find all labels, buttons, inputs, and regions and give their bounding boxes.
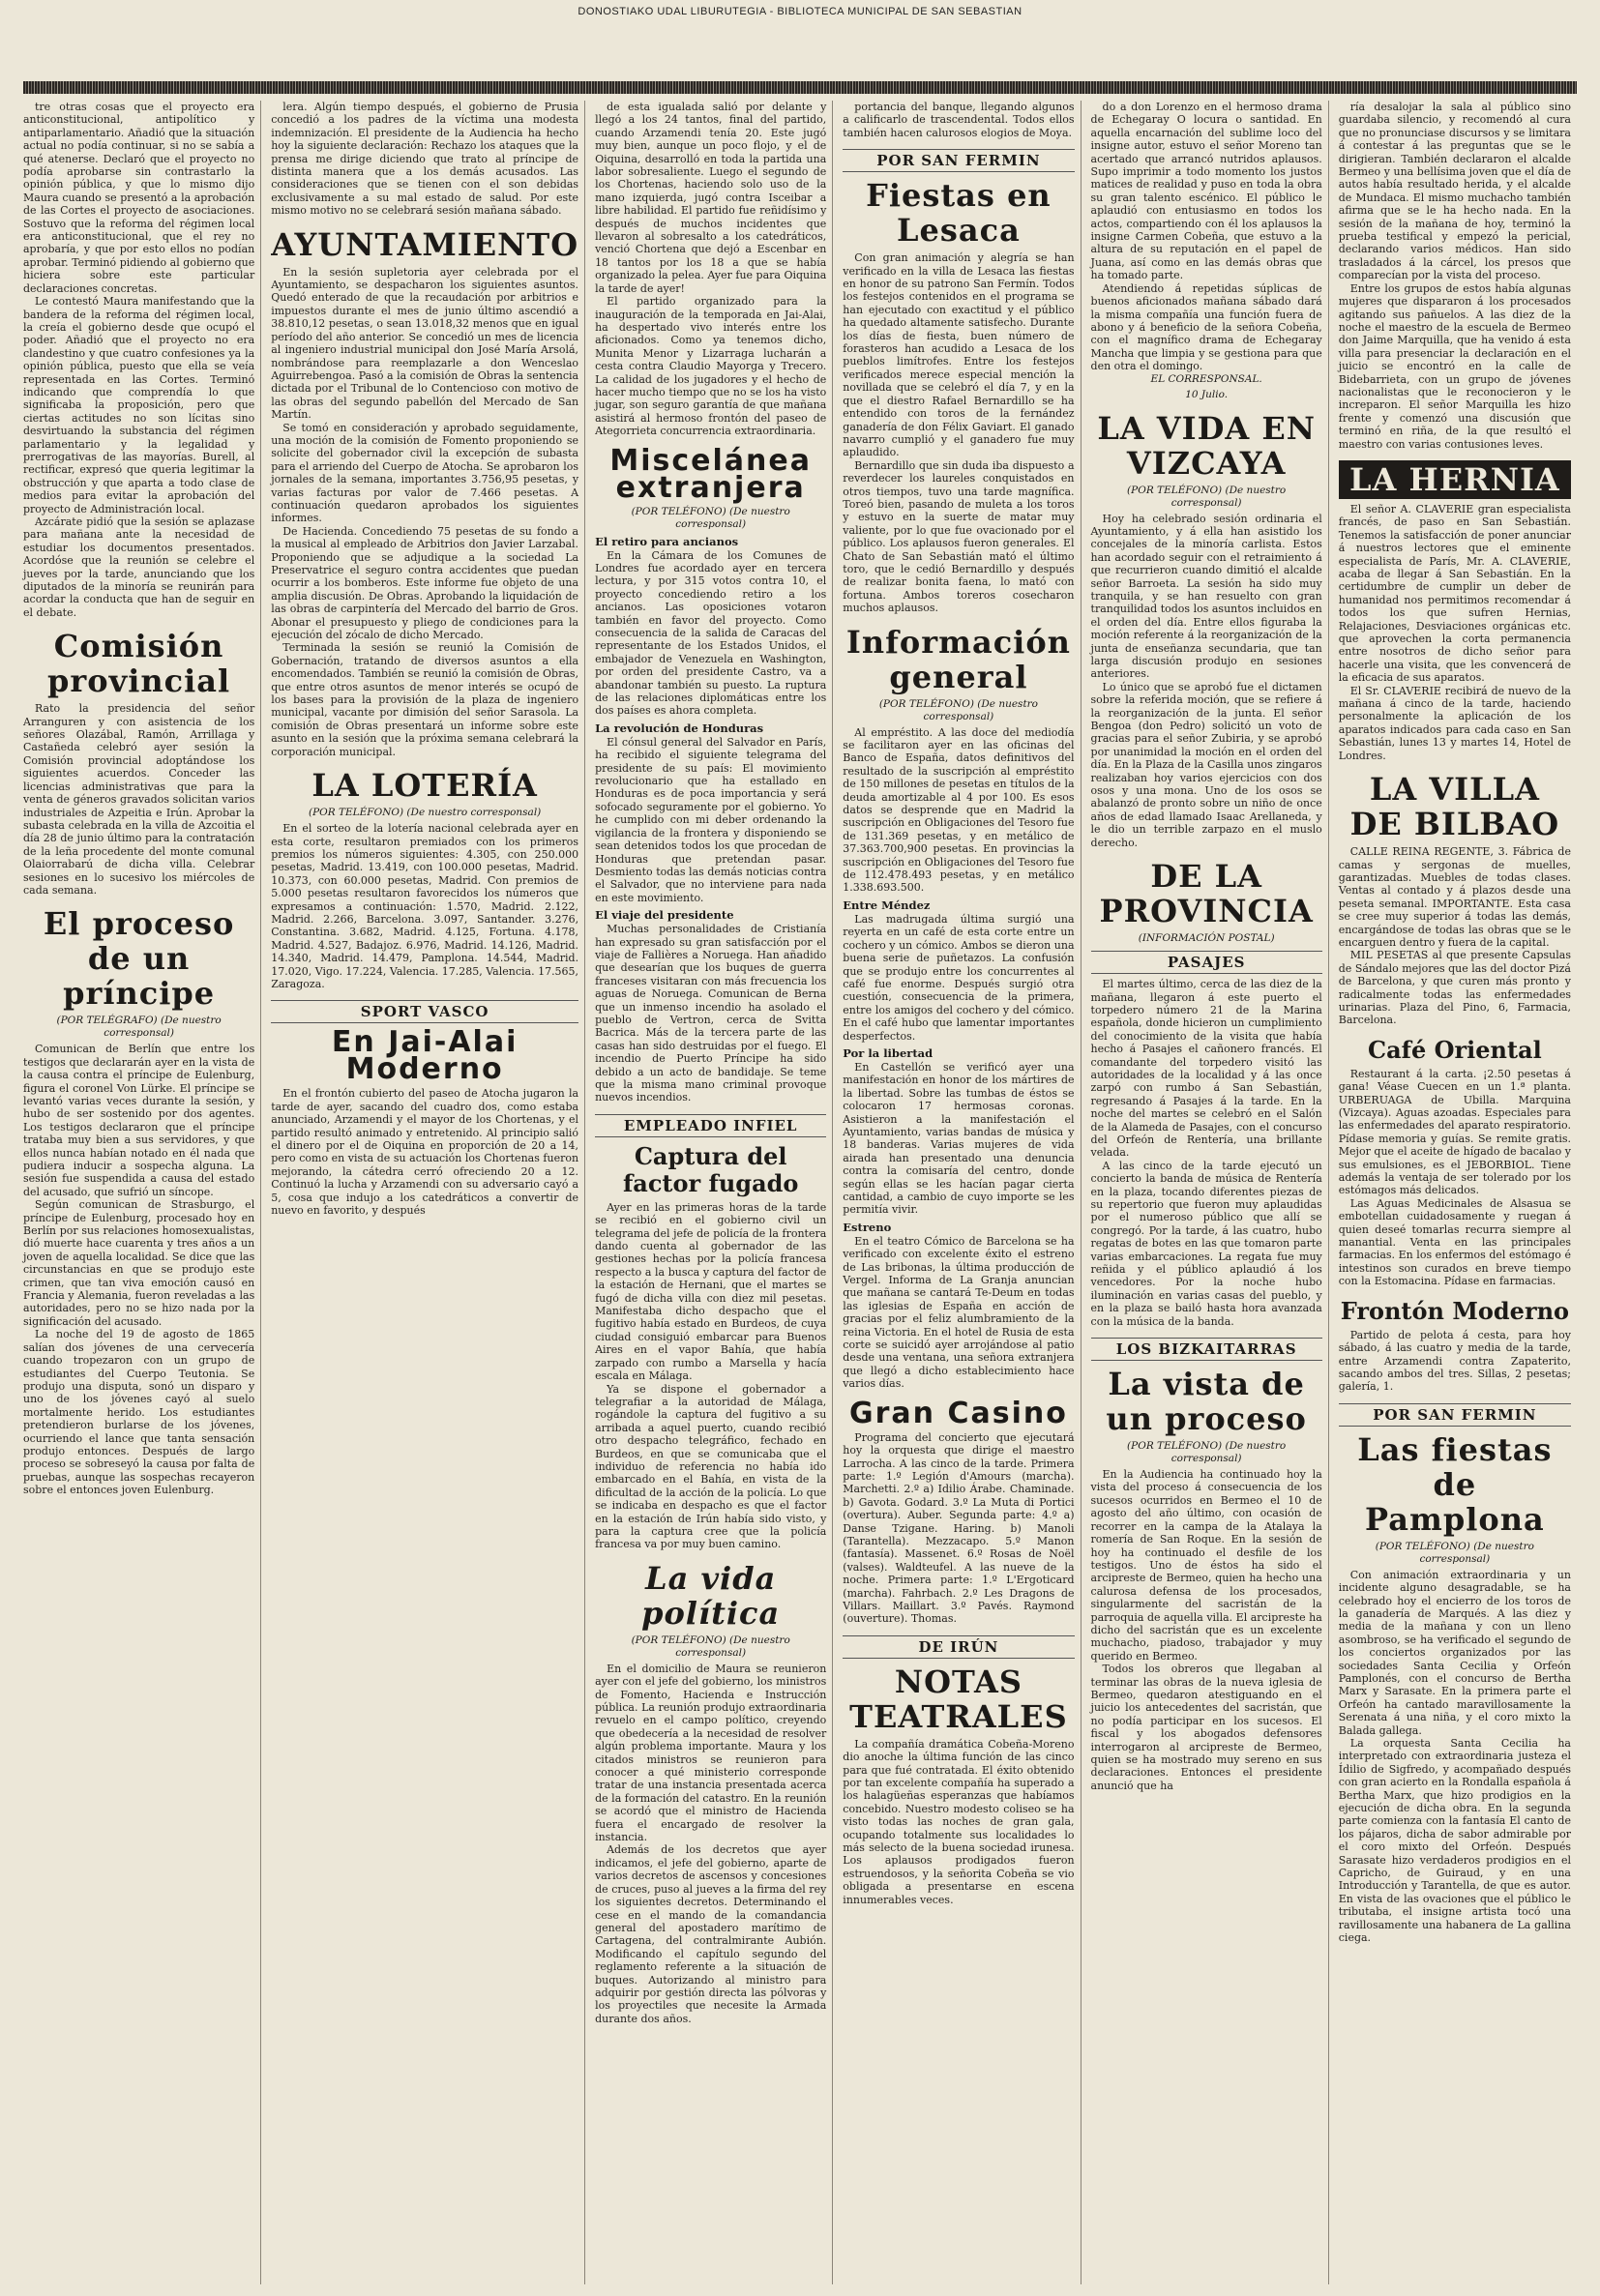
paragraph: Se tomó en consideración y aprobado seguidamente, una moción de la comisión de Fomento proponiendo se solicite del gobernador civil la excepción de subasta para el arriendo del Cuerpo de Atocha. Se aprobaron los jornales de la semana, importantes 3.756,95 pesetas, y varias facturas por valor de 7.466 pesetas. A continuación quedaron aprobados los siguientes informes. — [271, 421, 579, 525]
article-provincia — [1091, 859, 1322, 1328]
section-label: SPORT VASCO — [271, 1000, 578, 1023]
paragraph: La noche del 19 de agosto de 1865 salían dos jóvenes de una cervecería cuando tropezaron con un grupo de estudiantes del Cuerpo Teutonia. Se produjo una disputa, sonó un disparo y uno de los jóvenes cayó al suelo mortalmente herido. Los estudiantes pretendieron burlarse de los jóvenes, ocurriendo el lance que tanta sensación produjo entonces. Después de largo proceso se sobreseyó la causa por falta de pruebas, aunque las sospechas recayeron sobre el entonces joven Eulenburg. — [23, 1328, 255, 1497]
paragraph: El partido organizado para la inauguración de la temporada en Jai-Alai, ha despertado vivo interés entre los aficionados. Como ya tenemos dicho, Munita Menor y Lizarraga lucharán a cesta contra Claudio Mayorga y Trecero. La calidad de los jugadores y el hecho de hacer mucho tiempo que no se los ha visto jugar, son seguro garantía de que mañana asistirá al hermoso frontón del paseo de Ategorrieta concurrencia extraordinaria. — [595, 295, 827, 438]
headline: LA VILLA DE BILBAO — [1349, 771, 1560, 843]
headline: La vista de un proceso — [1106, 1366, 1307, 1438]
section-heading: Estreno — [843, 1220, 892, 1234]
paragraph: Hoy ha celebrado sesión ordinaria el Ayuntamiento, y á ella han asistido los concejales de la minoría carlista. Estos han acordado seguir con el retraimiento á que recurrieron cuando dimitió el alcalde señor Barroeta. La sesión ha sido muy tranquila, y se han resuelto con gran tranquilidad todos los asuntos incluidos en el orden del día. Entre ellos figuraba la moción referente á la reorganización de la junta de enseñanza secundaria, que tan larga discusión produjo en sesiones anteriores. — [1090, 512, 1322, 681]
paragraph: tre otras cosas que el proyecto era anticonstitucional, antipolítico y antiparlamentario. Añadió que la situación actual no podía continuar, si no se sabía a qué atenerse. Declaró que el proyecto no podía aprobarse sin contrastarlo la opinión pública, y que lo mismo dijo Maura cuando se presentó a la aprobación de las Cortes el proyecto de asociaciones. Sostuvo que la reforma del régimen local era anticonstitucional, que el rey no aprobaría, y que por esto ellos no podían aprobar. Terminó pidiendo al gobierno que hiciera sobre este particular declaraciones concretas. — [23, 101, 255, 295]
section-heading: Por la libertad — [843, 1045, 933, 1060]
column-4 — [843, 101, 1081, 2284]
paragraph: La orquesta Santa Cecilia ha interpretado con extraordinaria justeza el Ídilio de Sigfredo, y acompañado después con gran acierto en la Rondalla española á Bertha Marx, que hizo prodigios en la ejecución de dicha obra. En la segunda parte comienza con la fantasía El canto de los pájaros, dicha de sabor admirable por el coro mixto del Orfeón. Después Sarasate hizo verdaderos prodigios en el Capricho, de Guiraud, y en una Introducción y Tarantella, de que es autor. En vista de las ovaciones que el público le tributaba, el insigne artista tocó una ravillosamente una habanera de La gallina ciega. — [1338, 1737, 1571, 1945]
library-credit: DONOSTIAKO UDAL LIBURUTEGIA - BIBLIOTECA MUNICIPAL DE SAN SEBASTIAN — [578, 6, 1022, 17]
paragraph: Entre los grupos de estos había algunas mujeres que dispararon á los procesados agitando sus pañuelos. A las diez de la noche el maestro de la escuela de Bermeo don Jaime Marquilla, que ha venido á esta villa para presenciar la declaración en el juicio se encontró en la calle de Bidebarrieta, con un grupo de jóvenes nacionalistas que le reconocieron y le increparon. El señor Marquilla les hizo frente y comenzó una discusión que terminó en riña, de la que resultó el maestro con varias contusiones leves. — [1338, 281, 1571, 451]
paragraph: Ya se dispone el gobernador a telegrafiar a la autoridad de Málaga, rogándole la captura del fugitivo a su arribada a aquel puerto, cuando recibió otro despacho telegráfico, fechado en Burdeos, en que se comunicaba que el individuo de referencia no había ido embarcado en el Bahía, en vista de la dificultad de la acción de la policía. Lo que se indicaba en despacho es que el factor en la estación de Irún había sido visto, y para la captura cree que la policía francesa va por muy buen camino. — [595, 1382, 827, 1551]
headline: Fiestas en Lesaca — [866, 177, 1052, 250]
column-6 — [1339, 101, 1577, 2284]
subheadline: (POR TELÉFONO) (De nuestro corresponsal) — [878, 697, 1039, 722]
headline: AYUNTAMIENTO — [271, 225, 579, 263]
ad-hernia — [1339, 460, 1571, 762]
paragraph: Al empréstito. A las doce del mediodía se facilitaron ayer en las oficinas del Banco de España, datos definitivos del resultado de la suscripción al empréstito de 150 millones de pesetas en títulos de la deuda amortizable al 4 por 100. Es esos datos se desprende que en Madrid la suscripción en Obligaciones del Tesoro fue de 131.369 pesetas, y en metálico de 37.363.700,900 pesetas. En provincias la suscripción en Obligaciones del Tesoro fue de 112.478.493 pesetas, y en metálico 1.338.693.500. — [843, 725, 1075, 895]
headline: Café Oriental — [1368, 1035, 1542, 1064]
paragraph: A las cinco de la tarde ejecutó un concierto la banda de música de Rentería en la plaza, tocando diferentes piezas de su repertorio que fueron muy aplaudidas por el numeroso público que allí se congregó. Por la tarde, á las cuatro, hubo regatas de botes en las que tomaron parte varias embarcaciones. La regata fue muy reñida y el público aplaudió á los vencedores. Por la noche hubo iluminación en varias casas del pueblo, y en la plaza se bailó hasta hora avanzada con la música de la banda. — [1090, 1159, 1322, 1328]
section-label: DE IRÚN — [843, 1635, 1074, 1659]
notice-fronton — [1339, 1298, 1571, 1394]
dateline: 10 Julio. — [1185, 388, 1229, 400]
paragraph: Programa del concierto que ejecutará hoy la orquesta que dirige el maestro Larrocha. A las cinco de la tarde. Primera parte: 1.º Legión d'Amours (marcha). Marchetti. 2.º a) Idilio Árabe. Chaminade. b) Gavota. Godard. 3.º La Muta di Portici (overtura). Auber. Segunda parte: 4.º a) Danse Tzigane. Haring. b) Manoli (Tarantella). Mezzacapo. 5.º Manon (fantasía). Massenet. 6.º Rosas de Noël (valses). Waldteufel. A las nueve de la noche. Primera parte: 1.º L'Ergoticard (marcha). Fahrbach. 2.º Les Dragons de Villars. Maillart. 3.º Pavés. Raymond (ouverture). Thomas. — [843, 1430, 1075, 1626]
paragraph: Comunican de Berlín que entre los testigos que declararán ayer en la vista de la causa contra el príncipe de Eulenburg, figura el coronel Von Lürke. El príncipe se levantó varias veces durante la sesión, y hubo de ser sostenido por dos agentes. Los testigos declararon que el príncipe trataba muy bien a sus servidores, y que ellos nunca habían notado en él nada que pudiera inducir a sospecha alguna. La sesión fue suspendida a causa del estado del acusado, que sufrió un síncope. — [23, 1043, 255, 1198]
subheadline: (POR TELÉFONO) (De nuestro corresponsal) — [631, 1634, 790, 1659]
headline: LA VIDA EN VIZCAYA — [1097, 409, 1316, 482]
paragraph: La compañía dramática Cobeña-Moreno dio anoche la última función de las cinco para que fué contratada. El éxito obtenido por tan excelente compañía ha superado a los halagüeñas esperanzas que habíamos concebido. Nuestro modesto coliseo se ha visto todas las noches de gran gala, ocupando totalmente sus localidades lo más selecto de la buena sociedad irunesa. Los aplausos prodigados fueron estruendosos, y la señorita Cobeña se vio obligada a presentarse en escena innumerables veces. — [843, 1737, 1075, 1906]
headline: En Jai-Alai Moderno — [331, 1025, 519, 1087]
paragraph: do a don Lorenzo en el hermoso drama de Echegaray O locura o santidad. En aquella encarnación del sublime loco del insigne autor, estuvo el señor Moreno tan acertado que arrancó nutridos aplausos. Supo imprimir a todo momento los justos matices de realidad y puso en toda la obra su gran talento escénico. El público le aplaudió con entusiasmo en todos los actos, compartiendo con él los aplausos la insigne Carmen Cobeña, que estuvo a la altura de su reputación en el papel de Juana, así como en las demás obras que ha tomado parte. — [1090, 101, 1322, 282]
paragraph: Las Aguas Medicinales de Alsasua se embotellan cuidadosamente y ruegan á quien deseé tomarlas recurra siempre al manantial. Venta en las principales farmacias. En los enfermos del estómago é intestinos son curados en breve tiempo con la Estomacina. Pídase en farmacias. — [1338, 1196, 1571, 1288]
article-continuation — [271, 101, 578, 218]
subheadline: (POR TELÉFONO) (De nuestro corresponsal) — [308, 807, 542, 819]
headline: Frontón Moderno — [1340, 1296, 1570, 1325]
paragraph: En el frontón cubierto del paseo de Atocha jugaron la tarde de ayer, sacando del cuadro dos, como estaba anunciado, Arzamendi y el mayor de los Chortenas, y el partido resultó animado y entretenido. Al principio salió el dinero por el de Oiquina en proporción de 20 a 14, pero como en vista de su actuación los Chortenas fueron mejorando, la cátedra cerró ofreciendo 20 a 12. Continuó la lucha y Arzamendi con su adversario cayó a 5, cosa que indujo a los catedráticos a convertir de nuevo en favorito, y después — [271, 1087, 579, 1218]
paragraph: De Hacienda. Concediendo 75 pesetas de su fondo a la musical al empleado de Arbitrios don Javier Larzabal. Proponiendo que se adjudique a la sociedad La Preservatrice el seguro contra accidentes que puedan ocurrir a los bomberos. Este informe fue objeto de una amplia discusión. De Obras. Aprobando la liquidación de las obras de carpintería del Mercado del barrio de Gros. Abonar el presupuesto y pliego de condiciones para la ejecución del zócalo de dicho Mercado. — [271, 524, 579, 642]
headline: Captura del factor fugado — [622, 1141, 799, 1197]
subheadline: (POR TELÉFONO) (De nuestro corresponsal) — [1375, 1540, 1534, 1565]
section-label: POR SAN FERMIN — [843, 149, 1074, 172]
article-continuation — [595, 101, 826, 438]
section-label: PASAJES — [1091, 951, 1322, 974]
subheadline: (INFORMACIÓN POSTAL) — [1138, 932, 1275, 945]
article-casino — [843, 1396, 1075, 1626]
paragraph: Según comunican de Strasburgo, el príncipe de Eulenburg, procesado hoy en Berlín por sus relaciones homosexualistas, dió muerte hace cuarenta y tres años a un joven de aquella localidad. Se dice que las circunstancias en que se produjo este crimen, que tan viva emoción causó en Francia y Alemania, fueron reveladas a las autoridades, pero no se hizo nada por la significación del acusado. — [23, 1198, 255, 1328]
paragraph: de esta igualada salió por delante y llegó a los 24 tantos, final del partido, cuando Arzamendi tenía 20. Este jugó muy bien, aunque un poco flojo, y el de Oiquina, desarrolló en toda la partida una labor sobresaliente. Luego el segundo de los Chortenas, haciendo solo uso de la mano izquierda, jugó contra Isceibar a libre habilidad. El partido fue reñidísimo y después de muchos incidentes que llevaron al sobresalto a los catedráticos, venció Chortena que dejó a Escenbar en 18 tantos por los 18 a que se había organizado la pelea. Ayer fue para Oiquina la tarde de ayer! — [595, 101, 827, 295]
article-continuation — [1339, 101, 1571, 451]
article-continuation — [1091, 101, 1322, 401]
paragraph: Con gran animación y alegría se han verificado en la villa de Lesaca las fiestas en honor de su patrono San Fermín. Todos los festejos contenidos en el programa se han ejecutado con exactitud y el público ha quedado altamente satisfecho. Durante los días de fiesta, buen número de forasteros han acudido a Lesaca de los pueblos limítrofes. Entre los festejos verificados merece especial mención la novillada que se celebró el día 7, y en la que el diestro Rafael Bernardillo se ha entendido con toros de la fernández ganadería de don Félix Gaviart. El ganado navarro cumplió y el ganadero fue muy aplaudido. — [843, 251, 1075, 459]
subheadline: (POR TELÉFONO) (De nuestro corresponsal) — [1127, 1440, 1287, 1465]
paragraph: Terminada la sesión se reunió la Comisión de Gobernación, tratando de diversos asuntos a ella encomendados. También se reunió la comisión de Obras, que entre otros asuntos de menor interés se ocupó de los bases para la provisión de la plaza de ingeniero municipal, vacante por dimisión del señor Sarasola. La comisión de Obras presentará un informe sobre este asunto en la sesión que la próxima semana celebrará la corporación municipal. — [271, 641, 579, 758]
headline: La vida política — [641, 1559, 781, 1632]
article-comision — [23, 629, 254, 897]
article-pamplona — [1339, 1403, 1571, 1945]
section-label: LOS BIZKAITARRAS — [1091, 1338, 1322, 1361]
subheadline: (POR TELÉGRAFO) (De nuestro corresponsal) — [56, 1015, 222, 1040]
article-continuation — [23, 101, 254, 619]
paragraph: Le contestó Maura manifestando que la bandera de la reforma del régimen local, la creía el gobierno desde que ocupó el poder. Añadió que el proyecto no era clandestino y que cuatro confesiones ya la opinión pública, puesto que ella se veía representada en las Cortes. Terminó indicando que comprendía lo que significaba la proposición, pero que ciertas actitudes no son lícitas sino desvirtuando la substancia del régimen parlamentario y la legalidad y prerrogativas de las mayorías. Burell, al rectificar, expresó que queria legitimar la obstrucción y que aparta a todo clase de medios para evitar la aprobación del proyecto de Administración local. — [23, 295, 255, 515]
headline: Las fiestas de Pamplona — [1357, 1430, 1553, 1538]
headline: LA LOTERÍA — [311, 767, 538, 805]
paragraph: Las madrugada última surgió una reyerta en un café de esta corte entre un cochero y un cómico. Ambos se dieron una buena serie de puñetazos. La confusión que se produjo entre los concurrentes al café fue enorme. Después surgió otra cuestión, consecuencia de la primera, entre los amigos del cochero y del cómico. En el café hubo que lamentar importantes desperfectos. — [843, 912, 1075, 1043]
paragraph: El martes último, cerca de las diez de la mañana, llegaron á este puerto el torpedero número 21 de la Marina española, donde hicieron un cumplimiento del conocimiento de la visita que había hecho á Pasajes el cañonero francés. El comandante del torpedero visitó las autoridades de la localidad y á las once zarpó con rumbo á San Sebastián, regresando á Pasajes á la tarde. En la noche del martes se celebró en el Salón de la Alameda de Pasajes, con el concurso del Orfeón de Rentería, una brillante velada. — [1090, 978, 1322, 1160]
paragraph: En la Cámara de los Comunes de Londres fue acordado ayer en tercera lectura, y por 315 votos contra 10, el proyecto concediendo retiro a los ancianos. Las oposiciones votaron también en favor del proyecto. Como consecuencia de la salida de Caracas del representante de los Estados Unidos, el embajador de Venezuela en Washington, por orden del presidente Castro, va a abandonar también su puesto. La ruptura de las relaciones diplomáticas entre los dos países es ahora completa. — [595, 548, 827, 718]
paragraph: Con animación extraordinaria y un incidente alguno desagradable, se ha celebrado hoy el encierro de los toros de la ganadería de Marqués. A las diez y media de la mañana y con un lleno asombroso, se ha verificado el segundo de los conciertos organizados por las sociedades Santa Cecilia y Orfeón Pamplonés, con el concurso de Bertha Marx y Sarasate. En la primera parte el Orfeón ha cantado maravillosamente la Serenata á una niña, y el coro mixto la Balada gallega. — [1338, 1568, 1571, 1737]
article-loteria — [271, 768, 578, 990]
article-ayuntamiento — [271, 227, 578, 758]
paragraph: Azcárate pidió que la sesión se aplazase para mañana ante la necesidad de estudiar los documentos presentados. Acordóse que la reunión se celebre el jueves por la tarde, anunciando que los diputados de la minoría se reunirán para acordar la conducta que han de seguir en el debate. — [23, 515, 255, 619]
headline: Gran Casino — [848, 1396, 1068, 1430]
newspaper-page — [23, 101, 1577, 2284]
paragraph: Muchas personalidades de Cristianía han expresado su gran satisfacción por el viaje de Fallières a Noruega. Han añadido que desearían que los buques de guerra franceses visitaran con más frecuencia los aguas de Noruega. Comunican de Berna que un inmenso incendio ha asolado el pueblo de Vertron, cerca de Svitta Bacrica. Más de la tercera parte de las casas han sido destruidas por el fuego. El incendio de Puerto Príncipe ha sido debido a un acto de bandidaje. Se teme que la misma mano criminal provoque nuevos incendios. — [595, 923, 827, 1104]
paragraph: Ayer en las primeras horas de la tarde se recibió en el gobierno civil un telegrama del jefe de policía de la frontera dando cuenta al gobernador de las gestiones hechas por la policía francesa respecto a la busca y captura del factor de la estación de Hernani, que el martes se fugó de dicha villa con diez mil pesetas. Manifestaba dicho despacho que el fugitivo había estado en Burdeos, de cuya ciudad consiguió embarcar para Buenos Aires en el vapor Bahía, que había zarpado con rumbo a Marsella y hacía escala en Málaga. — [595, 1200, 827, 1383]
subheadline: (POR TELÉFONO) (De nuestro corresponsal) — [631, 505, 790, 530]
section-heading: La revolución de Honduras — [595, 721, 764, 735]
paragraph: lera. Algún tiempo después, el gobierno de Prusia concedió a los padres de la víctima una modesta indemnización. El presidente de la Audiencia ha hecho hoy la siguiente declaración: Rechazo los ataques que la prensa me dirige diciendo que trato al príncipe de distinta manera que a los demás acusados. Las consideraciones que se tienen con el son debidas exclusivamente a su mal estado de salud. Por este mismo motivo no se celebrará sesión mañana sábado. — [271, 101, 579, 218]
column-1 — [23, 101, 261, 2284]
article-informacion — [843, 625, 1074, 1391]
paragraph: Partido de pelota á cesta, para hoy sábado, á las cuatro y media de la tarde, entre Arzamendi contra Zapaterito, sacando ambos del tres. Sillas, 2 pesetas; galería, 1. — [1338, 1328, 1571, 1394]
paragraph: CALLE REINA REGENTE, 3. Fábrica de camas y sergonas de muelles, garantizadas. Muebles de todas clases. Ventas al contado y á plazos desde una peseta semanal. IMPORTANTE. Esta casa se cree muy superior á todas las demás, encargándose de todas las obras que se le encarguen dentro y fuera de la capital. — [1338, 845, 1571, 949]
section-heading: El viaje del presidente — [595, 908, 734, 923]
byline: EL CORRESPONSAL. — [1150, 372, 1262, 385]
article-proceso — [23, 906, 254, 1496]
paragraph: En el teatro Cómico de Barcelona se ha verificado con excelente éxito el estreno de Las bribonas, la última producción de Vergel. Informa de La Granja anuncian que mañana se cantará Te-Deum en todas las iglesias de España en acción de gracias por el feliz alumbramiento de la reina Victoria. En el hotel de Rusia de esta corte se suicidó ayer arrojándose al patio desde una ventana, una señora extranjera que llegó a dicho establecimiento hace varios días. — [843, 1234, 1075, 1391]
headline: El proceso de un príncipe — [43, 905, 235, 1013]
paragraph: En la Audiencia ha continuado hoy la vista del proceso á consecuencia de los sucesos ocurridos en Bermeo el 10 de agosto del año último, con ocasión de recorrer en la campa de la Atalaya la romería de San Roque. En la sesión de hoy ha continuado el desfile de los testigos. Uno de éstos ha sido el arcipreste de Bermeo, quien ha hecho una calurosa defensa de los procesados, singularmente del sacristán de la parroquia de aquella villa. El arcipreste ha dicho del sacristán que es un excelente muchacho, piadoso, trabajador y muy querido en Bermeo. — [1090, 1468, 1322, 1663]
headline: Miscelánea extranjera — [609, 443, 812, 505]
paragraph: El señor A. CLAVERIE gran especialista francés, de paso en San Sebastián. Tenemos la satisfacción de poner anunciar á nuestros lectores que el eminente especialista de París, Mr. A. CLAVERIE, acaba de llegar á San Sebastián. En la certidumbre de cumplir un deber de humanidad nos permitimos recomendar á todos los que sufren Hernias, Relajaciones, Desviaciones orgánicas etc. que aprovechen la corta permanencia entre nosotros de dicho señor para hacerle una visita, que les convencerá de la eficacia de sus aparatos. — [1338, 502, 1571, 685]
column-5 — [1091, 101, 1329, 2284]
article-teatro — [843, 1635, 1074, 1906]
section-heading: El retiro para ancianos — [595, 534, 739, 548]
article-lesaca — [843, 149, 1074, 614]
section-heading: Entre Méndez — [843, 898, 931, 912]
headline: NOTAS TEATRALES — [849, 1663, 1068, 1735]
section-label: EMPLEADO INFIEL — [595, 1114, 826, 1137]
column-3 — [595, 101, 833, 2284]
paragraph: Además de los decretos que ayer indicamos, el jefe del gobierno, aparte de varios decretos de ascensos y concesiones de cruces, puso al jueves a la firma del rey los siguientes decretos. Determinando el cese en el mando de la comandancia general del apostadero marítimo de Cartagena, del contralmirante Aubión. Modificando el capítulo segundo del reglamento referente a la situación de buques. Autorizando al ministro para adquirir por gestión directa las pólvoras y los proyectiles que necesite la Armada durante dos años. — [595, 1843, 827, 2025]
article-vista-proceso — [1091, 1338, 1322, 1792]
headline: Comisión provincial — [47, 628, 231, 700]
headline: LA HERNIA — [1339, 460, 1571, 499]
paragraph: Restaurant á la carta. ¡2.50 pesetas á gana! Véase Cuecen en un 1.ª planta. URBERUAGA de Ubilla. Marquina (Vizcaya). Aguas azoadas. Especiales para las enfermedades del aparato respiratorio. Pídase memoria y guías. Se remite gratis. Mejor que el aceite de hígado de bacalao y sus emulsiones, es el JEBORBIOL. Tiene además la ventaja de ser tolerado por los estómagos más delicados. — [1338, 1067, 1571, 1197]
paragraph: MIL PESETAS al que presente Capsulas de Sándalo mejores que las del doctor Pizá de Barcelona, y que curen más pronto y radicalmente todas las enfermedades urinarias. Plaza del Pino, 6, Farmacia, Barcelona. — [1338, 949, 1571, 1027]
article-vizcaya — [1091, 411, 1322, 850]
paragraph: Todos los obreros que llegaban al terminar las obras de la nueva iglesia de Bermeo, quedaron atestiguando en el juicio los antecedentes del sacristán, que no podía participar en los sucesos. El fiscal y los abogados defensores interrogaron al arcipreste de Bermeo, quien se ha mostrado muy sereno en sus declaraciones. Entonces el presidente anunció que ha — [1090, 1663, 1322, 1792]
headline: Información general — [845, 623, 1071, 695]
masthead-band — [23, 81, 1577, 94]
paragraph: En la sesión supletoria ayer celebrada por el Ayuntamiento, se despacharon los siguientes asuntos. Quedó enterado de que la recaudación por arbitrios e impuestos durante el mes de junio último ascendió a 38.810,12 pesetas, o sean 13.018,32 menos que en igual período del año anterior. Se concedió un mes de licencia al ingeniero industrial municipal don José María Arsolá, nombrándose para reemplazarle a don Wenceslao Aguirrebengoa. Pasó a la comisión de Obras la sentencia dictada por el Tribunal de lo Contencioso con motivo de las obras del segundo pabellón del Mercado de San Martín. — [271, 265, 579, 422]
column-2 — [271, 101, 585, 2284]
paragraph: Lo único que se aprobó fue el dictamen sobre la referida moción, que se refiere á la reorganización de la junta. El señor Bengoa (don Pedro) solicitó un voto de gracias para el señor Zubiria, y se aprobó por unanimidad la moción en el orden del día. En la Plaza de la Casilla unos zingaros realizaban hoy varios ejercicios con dos osos y una mona. Uno de los osos se abalanzó de pronto sobre un niño de once años de edad llamado Isaac Arellaneda, y le dio un terrible zarpazo en el muslo derecho. — [1090, 680, 1322, 849]
paragraph: ría desalojar la sala al público sino guardaba silencio, y recomendó al cura que no pronunciase discursos y se limitara á contestar á las preguntas que se le dirigieran. También declararon el alcalde Bermeo y una bellísima joven que el día de autos había resultado herida, y el alcalde de Mundaca. El mismo muchacho también afirma que se le ha hecho nada. En la sesión de la mañana de hoy, terminó la prueba testifical y empezó la pericial, declarando varios médicos. Han sido trasladados á la cárcel, los presos que comparecían por la vista del proceso. — [1338, 101, 1571, 282]
article-vida-politica — [595, 1561, 826, 2025]
paragraph: El cónsul general del Salvador en París, ha recibido el siguiente telegrama del presidente de su país: El movimiento revolucionario que ha estallado en Honduras es de poca importancia y será sofocado seguramente por el gobierno. Yo he cumplido con mi deber ordenando la vigilancia de la frontera y disponiendo se sean detenidos todos los que procedan de Honduras que pretendan pasar. Desmiento todas las demás noticias contra el Salvador, que no interviene para nada en este movimiento. — [595, 735, 827, 904]
paragraph: En el sorteo de la lotería nacional celebrada ayer en esta corte, resultaron premiados con los primeros premios los números siguientes: 4.305, con 250.000 pesetas, Madrid. 13.419, con 100.000 pesetas, Madrid. 10.373, con 60.000 pesetas, Madrid. Con premios de 5.000 pesetas resultaron favorecidos los números que expresamos a continuación: 1.570, Madrid. 2.122, Madrid. 2.266, Barcelona. 3.097, Santander. 3.276, Constantina. 3.682, Madrid. 4.125, Fortuna. 4.178, Madrid. 4.527, Badajoz. 6.976, Madrid. 14.126, Madrid. 14.340, Madrid. 14.479, Pamplona. 14.544, Madrid. 17.020, Vigo. 17.224, Valencia. 17.285, Valencia. 17.565, Zaragoza. — [271, 822, 579, 990]
paragraph: Rato la presidencia del señor Arranguren y con asistencia de los señores Olazábal, Ramón, Arrillaga y Castañeda celebró ayer sesión la Comisión provincial adoptándose los siguientes acuerdos. Conceder las licencias administrativas que para la venta de géneros gravados solicitan varios industriales de Azpeitia e Irún. Aprobar la subasta celebrada en la villa de Azcoitia el día 28 de junio último para la contratación de la leña procedente del monte comunal Olaiorrabarú de dicha villa. Celebrar sesiones en lo sucesivo los miércoles de cada semana. — [23, 702, 255, 897]
paragraph: Bernardillo que sin duda iba dispuesto a reverdecer los laureles conquistados en otros tiempos, tuvo una tarde magnífica. Toreó bien, pasando de muleta a los toros y estuvo en la suerte de matar muy valiente, por lo que fue ovacionado por el público. Los aplausos fueron generales. El Chato de San Sebastián mató el último toro, que le cedió Bernardillo y después de realizar bonita faena, lo mató con fortuna. Ambos toreros cosecharon muchos aplausos. — [843, 458, 1075, 615]
ad-villa-bilbao — [1339, 772, 1571, 1027]
subheadline: (POR TELÉFONO) (De nuestro corresponsal) — [1127, 484, 1287, 509]
article-captura — [595, 1114, 826, 1551]
paragraph: El Sr. CLAVERIE recibirá de nuevo de la mañana á cinco de la tarde, haciendo personalmente la aplicación de los aparatos indicados para cada caso en San Sebastián, lunes 13 y martes 14, Hotel de Londres. — [1338, 684, 1571, 762]
ad-cafe-oriental — [1339, 1037, 1571, 1288]
article-miscelanea — [595, 443, 827, 1104]
paragraph: portancia del banque, llegando algunos a calificarlo de trascendental. Todos ellos también hacen calurosos elogios de Moya. — [843, 101, 1075, 139]
article-jai-alai — [271, 1000, 578, 1217]
paragraph: Atendiendo á repetidas súplicas de buenos aficionados mañana sábado dará la misma compañía una función fuera de abono y á beneficio de la señora Cobeña, con el magnífico drama de Echegaray Mancha que limpia y se gestiona para que den otra el domingo. — [1090, 281, 1322, 373]
headline: DE LA PROVINCIA — [1099, 858, 1314, 930]
paragraph: En el domicilio de Maura se reunieron ayer con el jefe del gobierno, los ministros de Fomento, Hacienda e Instrucción pública. La reunión produjo extraordinaria revuelo en el campo político, creyendo que obedecería a la necesidad de resolver algún problema importante. Maura y los citados ministros se reunieron para conocer a qué ministerio corresponde tratar de una instancia presentada acerca de la formación del catastro. En la reunión se acordó que el ministro de Hacienda fuera el encargado de resolver la instancia. — [595, 1662, 827, 1844]
article-continuation — [843, 101, 1074, 139]
section-label: POR SAN FERMIN — [1339, 1403, 1571, 1427]
paragraph: En Castellón se verificó ayer una manifestación en honor de los mártires de la libertad. Sobre las tumbas de éstos se colocaron 17 hermosas coronas. Asistieron a la manifestación el Ayuntamiento, varias bandas de música y 18 banderas. Varias mujeres de vida airada han presentado una denuncia contra la comisaría del centro, donde según ellas se les hacían pagar cierta cantidad, a cambio de cuyo importe se les permitía vivir. — [843, 1060, 1075, 1217]
